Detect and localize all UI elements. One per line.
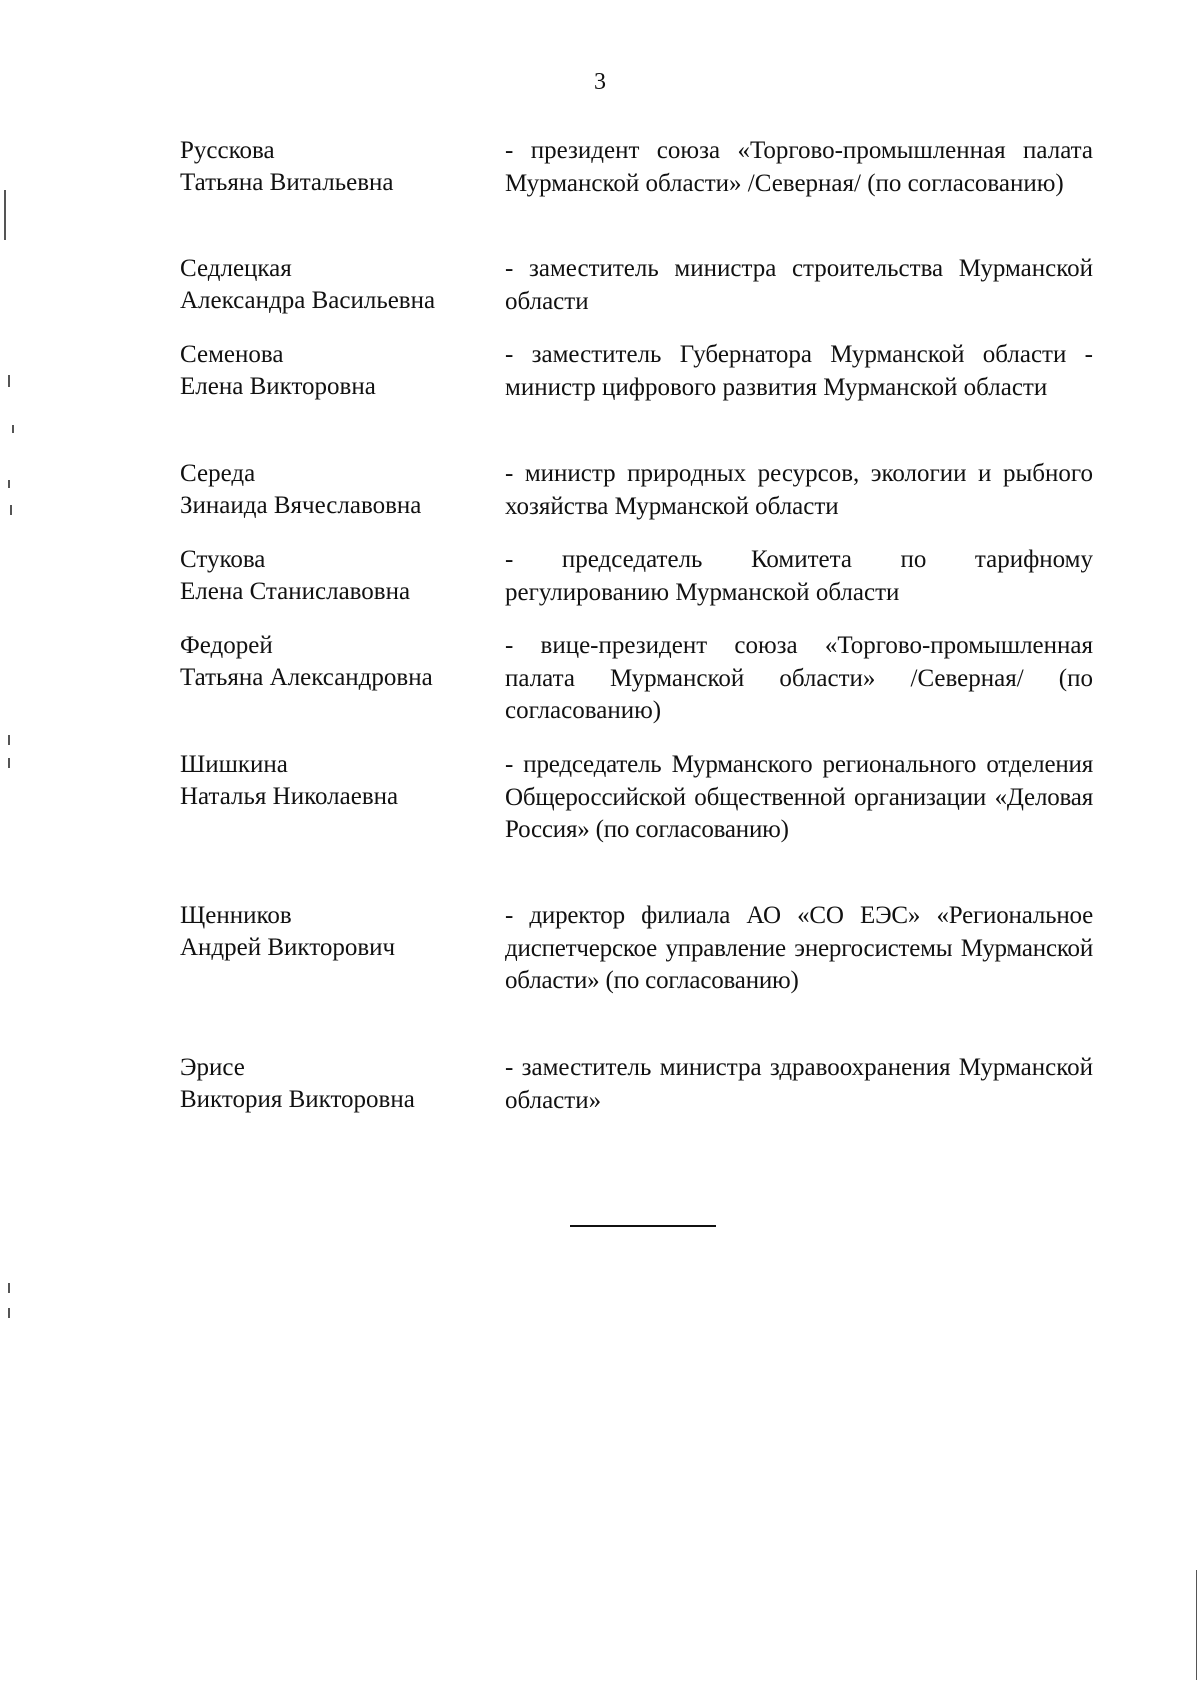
scan-artifact	[8, 375, 10, 387]
member-given-names: Елена Викторовна	[180, 373, 376, 400]
scan-artifact	[8, 1283, 10, 1293]
scan-artifact	[8, 480, 10, 488]
member-surname: Седлецкая	[180, 255, 292, 282]
member-given-names: Елена Станиславовна	[180, 578, 411, 605]
member-surname: Семенова	[180, 341, 284, 368]
member-name	[180, 339, 480, 403]
scan-artifact	[10, 505, 12, 515]
scan-artifact	[4, 190, 6, 240]
member-position: - министр природных ресурсов, экологии и рыбного хозяйства Мурманской области	[505, 460, 1093, 520]
member-position: - заместитель министра здравоохранения Мурманской области»	[505, 1054, 1093, 1114]
member-given-names: Наталья Николаевна	[180, 783, 399, 810]
member-position: - председатель Комитета по тарифному регулированию Мурманской области	[505, 546, 1093, 606]
member-position: - заместитель Губернатора Мурманской области - министр цифрового развития Мурманской области	[505, 341, 1093, 401]
member-surname: Русскова	[180, 137, 275, 164]
member-given-names: Александра Васильевна	[180, 287, 436, 314]
member-given-names: Татьяна Витальевна	[180, 169, 394, 196]
member-given-names: Виктория Викторовна	[180, 1086, 415, 1113]
member-name	[180, 135, 480, 199]
member-given-names: Андрей Викторович	[180, 934, 396, 961]
member-surname: Щенников	[180, 902, 292, 929]
member-position: - председатель Мурманского регионального отделения Общероссийской общественной организации «Деловая Россия» (по согласованию)	[505, 751, 1093, 843]
member-surname: Шишкина	[180, 751, 288, 778]
member-position: - вице-президент союза «Торгово-промышленная палата Мурманской области» /Северная/ (по согласованию)	[505, 632, 1093, 724]
member-name	[180, 749, 480, 813]
member-surname: Середа	[180, 460, 256, 487]
member-position: - президент союза «Торгово-промышленная палата Мурманской области» /Северная/ (по согласованию)	[505, 137, 1093, 197]
member-name	[180, 253, 480, 317]
end-of-list-rule	[570, 1225, 716, 1227]
member-name	[180, 900, 480, 964]
scan-artifact	[8, 1308, 10, 1318]
member-name	[180, 544, 480, 608]
page-number: 3	[594, 69, 606, 95]
member-position: - директор филиала АО «СО ЕЭС» «Региональное диспетчерское управление энергосистемы Мурманской области» (по согласованию)	[505, 902, 1093, 994]
member-surname: Стукова	[180, 546, 266, 573]
scan-artifact	[8, 735, 10, 745]
scan-artifact	[8, 758, 10, 768]
member-position: - заместитель министра строительства Мурманской области	[505, 255, 1093, 315]
member-given-names: Зинаида Вячеславовна	[180, 492, 422, 519]
member-name	[180, 458, 480, 522]
member-surname: Эрисе	[180, 1054, 245, 1081]
member-name	[180, 630, 480, 694]
member-name	[180, 1052, 480, 1116]
scan-artifact	[1196, 1570, 1197, 1680]
member-given-names: Татьяна Александровна	[180, 664, 433, 691]
scan-artifact	[12, 425, 14, 433]
member-surname: Федорей	[180, 632, 273, 659]
